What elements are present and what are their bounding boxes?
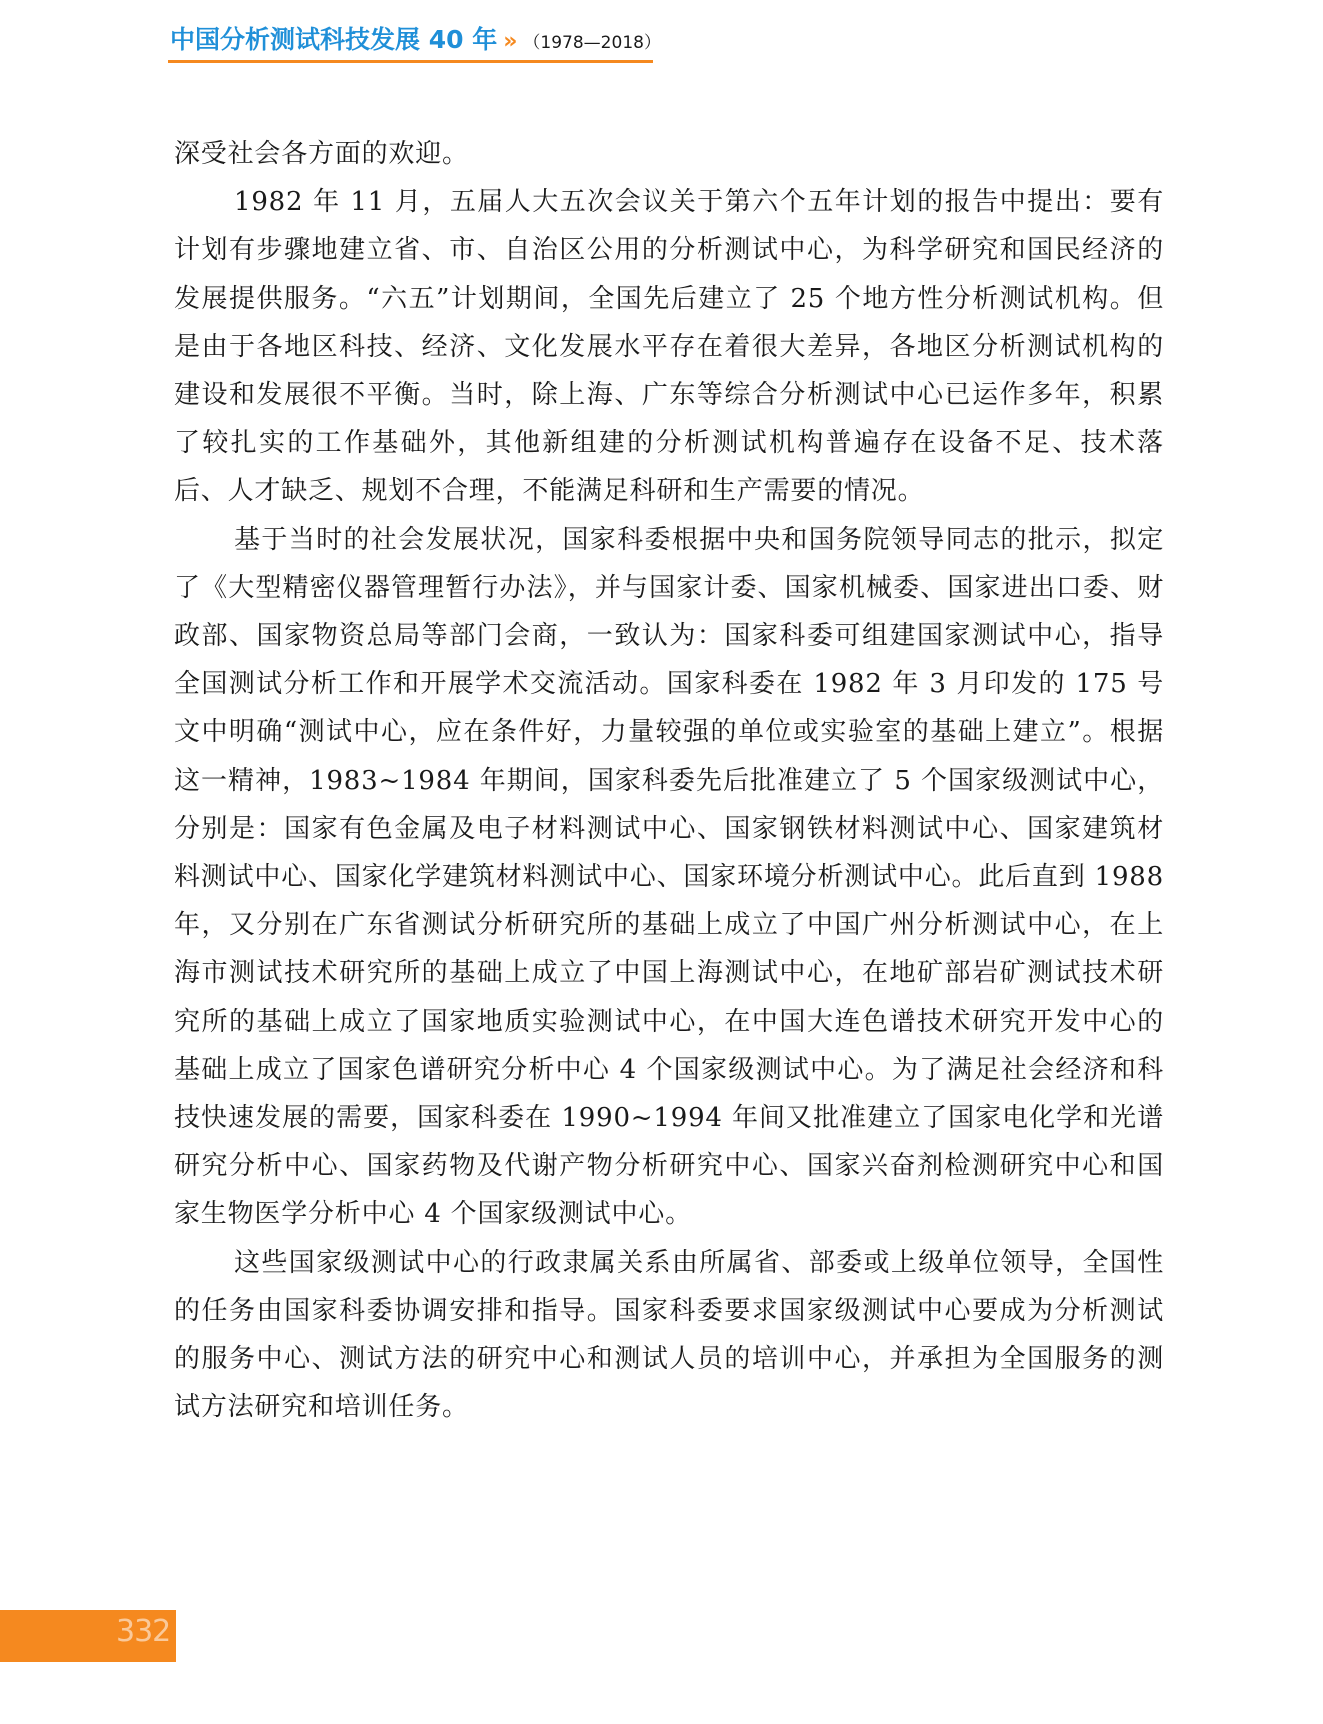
paragraph: 1982 年 11 月，五届人大五次会议关于第六个五年计划的报告中提出：要有计划有步骤地建立省、市、自治区公用的分析测试中心，为科学研究和国民经济的发展提供服务。“六五”计划期间，全国先后建立了 25 个地方性分析测试机构。但是由于各地区科技、经济、文化发展水平存在着很大差异，各地区分析测试机构的建设和发展很不平衡。当时，除上海、广东等综合分析测试中心已运作多年，积累了较扎实的工作基础外，其他新组建的分析测试机构普遍存在设备不足、技术落后、人才缺乏、规划不合理，不能满足科研和生产需要的情况。 — [174, 187, 1164, 507]
year-range: （1978—2018） — [523, 33, 661, 53]
paragraph: 基于当时的社会发展状况，国家科委根据中央和国务院领导同志的批示，拟定了《大型精密仪器管理暂行办法》，并与国家计委、国家机械委、国家进出口委、财政部、国家物资总局等部门会商，一致认为：国家科委可组建国家测试中心，指导全国测试分析工作和开展学术交流活动。国家科委在 1982 年 3 月印发的 175 号文中明确“测试中心，应在条件好，力量较强的单位或实验室的基础上建立”。根据这一精神，1983~1984 年期间，国家科委先后批准建立了 5 个国家级测试中心，分别是：国家有色金属及电子材料测试中心、国家钢铁材料测试中心、国家建筑材料测试中心、国家化学建筑材料测试中心、国家环境分析测试中心。此后直到 1988 年，又分别在广东省测试分析研究所的基础上成立了中国广州分析测试中心，在上海市测试技术研究所的基础上成立了中国上海测试中心，在地矿部岩矿测试技术研究所的基础上成立了国家地质实验测试中心，在中国大连色谱技术研究开发中心的基础上成立了国家色谱研究分析中心 4 个国家级测试中心。为了满足社会经济和科技快速发展的需要，国家科委在 1990~1994 年间又批准建立了国家电化学和光谱研究分析中心、国家药物及代谢产物分析研究中心、国家兴奋剂检测研究中心和国家生物医学分析中心 4 个国家级测试中心。 — [174, 524, 1164, 1230]
paragraph-continuation: 深受社会各方面的欢迎。 — [174, 139, 469, 169]
header-divider — [168, 60, 653, 63]
running-header — [170, 20, 661, 60]
body-text — [174, 130, 1164, 1431]
page-number: 332 — [116, 1614, 171, 1649]
book-title: 中国分析测试科技发展 40 年 — [170, 25, 498, 54]
double-chevron-icon: » — [503, 29, 518, 54]
paragraph: 这些国家级测试中心的行政隶属关系由所属省、部委或上级单位领导，全国性的任务由国家科委协调安排和指导。国家科委要求国家级测试中心要成为分析测试的服务中心、测试方法的研究中心和测试人员的培训中心，并承担为全国服务的测试方法研究和培训任务。 — [174, 1247, 1164, 1423]
